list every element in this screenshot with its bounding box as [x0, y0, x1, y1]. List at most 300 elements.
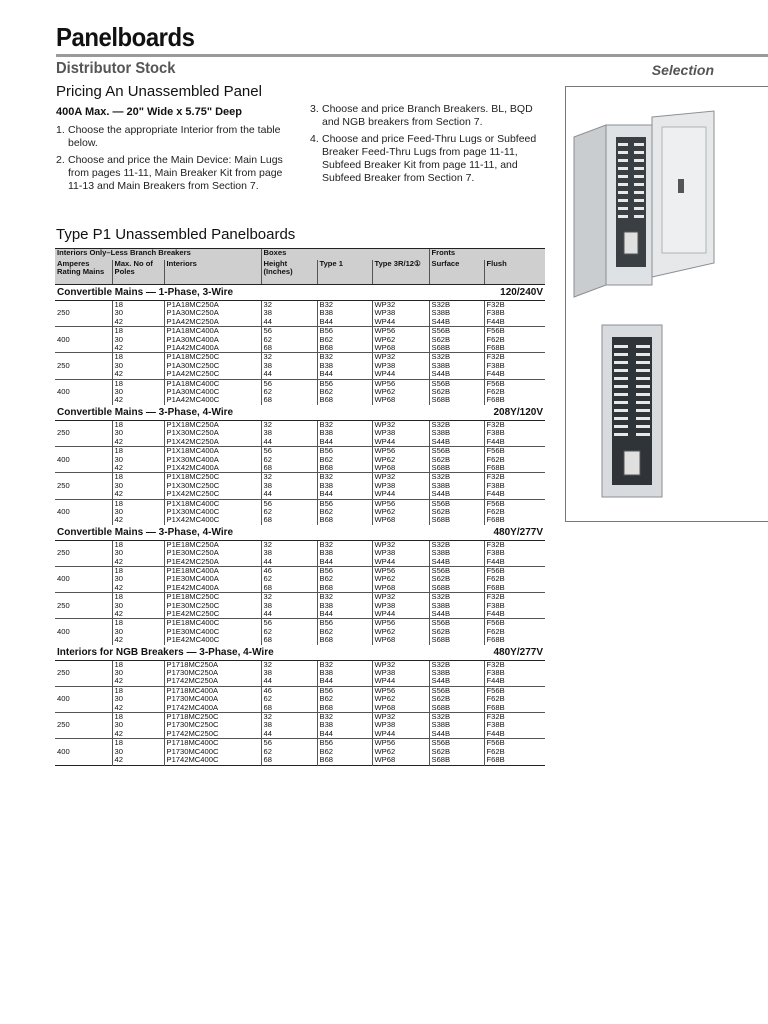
table-section-header [55, 645, 545, 661]
height-cell: 68 [261, 636, 317, 644]
type1-cell: B62 [317, 628, 372, 636]
type1-cell: B56 [317, 447, 372, 456]
section-voltage: 480Y/277V [429, 645, 545, 661]
header-group-boxes: Boxes [261, 249, 429, 261]
type3r-cell: WP44 [372, 677, 429, 686]
height-cell: 68 [261, 516, 317, 524]
height-cell: 44 [261, 610, 317, 619]
interior-cell: P1718MC250C [164, 713, 261, 722]
interior-cell: P1718MC400A [164, 686, 261, 695]
poles-cell: 42 [112, 677, 164, 686]
height-cell: 38 [261, 429, 317, 437]
interior-cell: P1X30MC400C [164, 508, 261, 516]
surface-cell: S38B [429, 602, 484, 610]
poles-cell: 42 [112, 490, 164, 499]
table-row [55, 575, 545, 583]
type3r-cell: WP44 [372, 610, 429, 619]
surface-cell: S68B [429, 704, 484, 713]
flush-cell: F68B [484, 344, 545, 353]
section-voltage: 208Y/120V [429, 405, 545, 421]
type1-cell: B62 [317, 748, 372, 756]
interior-cell: P1X30MC400A [164, 456, 261, 464]
type3r-cell: WP68 [372, 464, 429, 473]
page-title: Panelboards [56, 22, 195, 52]
surface-cell: S56B [429, 327, 484, 336]
table-row [55, 473, 545, 482]
section-title: Convertible Mains — 1-Phase, 3-Wire [55, 285, 429, 301]
interior-cell: P1E18MC400A [164, 566, 261, 575]
type3r-cell: WP62 [372, 336, 429, 344]
interior-cell: P1A18MC250A [164, 301, 261, 310]
type1-cell: B32 [317, 593, 372, 602]
flush-cell: F62B [484, 695, 545, 703]
step-text: Choose the appropriate Interior from the table below. [68, 124, 281, 149]
interior-cell: P1A18MC400A [164, 327, 261, 336]
poles-cell: 42 [112, 396, 164, 404]
poles-cell: 30 [112, 669, 164, 677]
interior-cell: P1E18MC250A [164, 540, 261, 549]
interior-cell: P1E42MC400C [164, 636, 261, 644]
section-voltage: 120/240V [429, 285, 545, 301]
flush-cell: F62B [484, 575, 545, 583]
type1-cell: B68 [317, 704, 372, 713]
flush-cell: F68B [484, 636, 545, 644]
type3r-cell: WP32 [372, 353, 429, 362]
interior-cell: P1742MC400C [164, 756, 261, 765]
type1-cell: B44 [317, 610, 372, 619]
table-row [55, 695, 545, 703]
table-row [55, 318, 545, 327]
surface-cell: S62B [429, 575, 484, 583]
type1-cell: B44 [317, 490, 372, 499]
type3r-cell: WP56 [372, 447, 429, 456]
header-group-fronts: Fronts [429, 249, 545, 261]
interior-cell: P1718MC250A [164, 660, 261, 669]
interior-cell: P1A42MC400C [164, 396, 261, 404]
poles-cell: 42 [112, 756, 164, 765]
type1-cell: B32 [317, 713, 372, 722]
type1-cell: B44 [317, 677, 372, 686]
table-row [55, 669, 545, 677]
flush-cell: F32B [484, 593, 545, 602]
type1-cell: B68 [317, 636, 372, 644]
poles-cell: 18 [112, 566, 164, 575]
flush-cell: F62B [484, 388, 545, 396]
flush-cell: F44B [484, 610, 545, 619]
spec-line: 400A Max. — 20" Wide x 5.75" Deep [56, 106, 243, 118]
amperes-cell: 250 [55, 593, 112, 619]
height-cell: 62 [261, 748, 317, 756]
header-group-interiors: Interiors Only–Less Branch Breakers [55, 249, 261, 261]
height-cell: 56 [261, 379, 317, 388]
surface-cell: S68B [429, 584, 484, 593]
interior-cell: P1E42MC250A [164, 558, 261, 567]
poles-cell: 18 [112, 379, 164, 388]
type1-cell: B38 [317, 602, 372, 610]
type3r-cell: WP38 [372, 721, 429, 729]
table-row [55, 396, 545, 404]
height-cell: 56 [261, 499, 317, 508]
table-row [55, 429, 545, 437]
type3r-cell: WP68 [372, 756, 429, 765]
interior-cell: P1A30MC400C [164, 388, 261, 396]
type1-cell: B56 [317, 327, 372, 336]
poles-cell: 18 [112, 447, 164, 456]
surface-cell: S68B [429, 396, 484, 404]
type3r-cell: WP44 [372, 318, 429, 327]
step-text: Choose and price Branch Breakers. BL, BQD and NGB breakers from Section 7. [322, 103, 533, 128]
flush-cell: F38B [484, 482, 545, 490]
type1-cell: B56 [317, 619, 372, 628]
panelboard-image [566, 87, 768, 521]
column-header-surface: Surface [429, 260, 484, 285]
type3r-cell: WP32 [372, 713, 429, 722]
height-cell: 62 [261, 628, 317, 636]
step-text: Choose and price Feed-Thru Lugs or Subfeed Breaker Feed-Thru Lugs from page 11-11, Subfeed Breaker Kit from page 11-11, and Subfeed Breaker from Section 7. [322, 133, 537, 184]
poles-cell: 18 [112, 327, 164, 336]
amperes-cell: 250 [57, 308, 70, 318]
height-cell: 68 [261, 344, 317, 353]
poles-cell: 18 [112, 713, 164, 722]
step-item [56, 124, 296, 150]
table-row [55, 482, 545, 490]
height-cell: 32 [261, 540, 317, 549]
type1-cell: B62 [317, 695, 372, 703]
surface-cell: S38B [429, 429, 484, 437]
type3r-cell: WP44 [372, 730, 429, 739]
table-row [55, 370, 545, 379]
table-row [55, 499, 545, 508]
amperes-cell: 400 [55, 739, 112, 765]
type3r-cell: WP38 [372, 669, 429, 677]
flush-cell: F44B [484, 558, 545, 567]
surface-cell: S62B [429, 388, 484, 396]
step-item [310, 133, 550, 185]
type1-cell: B38 [317, 362, 372, 370]
height-cell: 32 [261, 473, 317, 482]
type3r-cell: WP56 [372, 739, 429, 748]
type1-cell: B56 [317, 499, 372, 508]
type1-cell: B68 [317, 516, 372, 524]
type3r-cell: WP32 [372, 540, 429, 549]
amperes-cell: 250 [57, 428, 70, 438]
section-tab: Selection [651, 62, 714, 78]
height-cell: 44 [261, 558, 317, 567]
surface-cell: S56B [429, 447, 484, 456]
poles-cell: 42 [112, 558, 164, 567]
type1-cell: B62 [317, 456, 372, 464]
interior-cell: P1X42MC400A [164, 464, 261, 473]
step-number: 1. [56, 124, 65, 136]
table-row [55, 721, 545, 729]
type3r-cell: WP62 [372, 388, 429, 396]
height-cell: 32 [261, 713, 317, 722]
type1-cell: B32 [317, 301, 372, 310]
flush-cell: F38B [484, 602, 545, 610]
type1-cell: B38 [317, 669, 372, 677]
type1-cell: B38 [317, 549, 372, 557]
step-item [56, 154, 296, 193]
type3r-cell: WP38 [372, 602, 429, 610]
poles-cell: 42 [112, 344, 164, 353]
table-row [55, 558, 545, 567]
type3r-cell: WP44 [372, 558, 429, 567]
poles-cell: 42 [112, 730, 164, 739]
flush-cell: F56B [484, 739, 545, 748]
poles-cell: 30 [112, 362, 164, 370]
poles-cell: 30 [112, 429, 164, 437]
surface-cell: S32B [429, 353, 484, 362]
height-cell: 38 [261, 549, 317, 557]
table-header-row [55, 260, 545, 285]
type3r-cell: WP32 [372, 301, 429, 310]
type3r-cell: WP56 [372, 686, 429, 695]
height-cell: 46 [261, 566, 317, 575]
table-row [55, 549, 545, 557]
poles-cell: 18 [112, 593, 164, 602]
interior-cell: P1718MC400C [164, 739, 261, 748]
table-row [55, 628, 545, 636]
type1-cell: B56 [317, 379, 372, 388]
type3r-cell: WP32 [372, 420, 429, 429]
poles-cell: 18 [112, 499, 164, 508]
type1-cell: B32 [317, 473, 372, 482]
flush-cell: F56B [484, 566, 545, 575]
amperes-cell: 400 [55, 499, 112, 525]
interior-cell: P1E30MC400C [164, 628, 261, 636]
interior-cell: P1E30MC250A [164, 549, 261, 557]
type3r-cell: WP68 [372, 516, 429, 524]
column-header-type3r: Type 3R/12① [372, 260, 429, 285]
type1-cell: B68 [317, 756, 372, 765]
section-voltage: 480Y/277V [429, 525, 545, 541]
interior-cell: P1X42MC250A [164, 438, 261, 447]
surface-cell: S38B [429, 482, 484, 490]
poles-cell: 30 [112, 748, 164, 756]
type3r-cell: WP56 [372, 619, 429, 628]
type1-cell: B68 [317, 464, 372, 473]
table-row [55, 490, 545, 499]
interior-cell: P1X18MC250A [164, 420, 261, 429]
section-title: Interiors for NGB Breakers — 3-Phase, 4-Wire [55, 645, 429, 661]
poles-cell: 18 [112, 353, 164, 362]
poles-cell: 30 [112, 602, 164, 610]
type1-cell: B38 [317, 429, 372, 437]
poles-cell: 30 [112, 309, 164, 317]
interior-illustration [602, 325, 662, 497]
height-cell: 56 [261, 447, 317, 456]
interior-cell: P1X18MC400C [164, 499, 261, 508]
flush-cell: F56B [484, 619, 545, 628]
interior-cell: P1X30MC250C [164, 482, 261, 490]
height-cell: 62 [261, 508, 317, 516]
height-cell: 32 [261, 593, 317, 602]
type1-cell: B62 [317, 508, 372, 516]
column-header-type1: Type 1 [317, 260, 372, 285]
column-header-height: Height (Inches) [261, 260, 317, 285]
flush-cell: F44B [484, 438, 545, 447]
flush-cell: F68B [484, 464, 545, 473]
flush-cell: F62B [484, 628, 545, 636]
interior-cell: P1742MC250C [164, 730, 261, 739]
height-cell: 56 [261, 619, 317, 628]
type3r-cell: WP62 [372, 628, 429, 636]
type3r-cell: WP38 [372, 429, 429, 437]
poles-cell: 30 [112, 549, 164, 557]
interior-cell: P1E42MC400A [164, 584, 261, 593]
surface-cell: S68B [429, 464, 484, 473]
type1-cell: B32 [317, 660, 372, 669]
flush-cell: F44B [484, 490, 545, 499]
flush-cell: F62B [484, 336, 545, 344]
height-cell: 56 [261, 739, 317, 748]
surface-cell: S44B [429, 558, 484, 567]
type1-cell: B62 [317, 336, 372, 344]
pricing-heading: Pricing An Unassembled Panel [56, 83, 262, 100]
step-text: Choose and price the Main Device: Main Lugs from pages 11-11, Main Breaker Kit from page 11-13 and Main Breakers from Section 7. [68, 154, 283, 192]
interior-cell: P1E30MC250C [164, 602, 261, 610]
flush-cell: F68B [484, 756, 545, 765]
surface-cell: S32B [429, 593, 484, 602]
poles-cell: 42 [112, 610, 164, 619]
step-number: 2. [56, 154, 65, 166]
type3r-cell: WP38 [372, 549, 429, 557]
interior-cell: P1X42MC400C [164, 516, 261, 524]
flush-cell: F38B [484, 721, 545, 729]
table-row [55, 388, 545, 396]
surface-cell: S62B [429, 628, 484, 636]
type3r-cell: WP44 [372, 370, 429, 379]
poles-cell: 18 [112, 473, 164, 482]
flush-cell: F32B [484, 713, 545, 722]
poles-cell: 18 [112, 686, 164, 695]
height-cell: 44 [261, 318, 317, 327]
surface-cell: S68B [429, 516, 484, 524]
type3r-cell: WP32 [372, 660, 429, 669]
table-body [55, 285, 545, 766]
interior-cell: P1742MC400A [164, 704, 261, 713]
title-rule [56, 54, 768, 57]
surface-cell: S32B [429, 473, 484, 482]
height-cell: 62 [261, 456, 317, 464]
surface-cell: S62B [429, 695, 484, 703]
surface-cell: S56B [429, 379, 484, 388]
type3r-cell: WP38 [372, 482, 429, 490]
flush-cell: F38B [484, 362, 545, 370]
steps-left [56, 124, 296, 197]
table-row [55, 353, 545, 362]
height-cell: 32 [261, 660, 317, 669]
table-row [55, 748, 545, 756]
type1-cell: B68 [317, 344, 372, 353]
poles-cell: 42 [112, 584, 164, 593]
table-row [55, 516, 545, 524]
amperes-cell: 250 [55, 713, 112, 739]
surface-cell: S44B [429, 730, 484, 739]
type3r-cell: WP68 [372, 584, 429, 593]
surface-cell: S32B [429, 420, 484, 429]
poles-cell: 42 [112, 704, 164, 713]
height-cell: 44 [261, 490, 317, 499]
type3r-cell: WP56 [372, 566, 429, 575]
type3r-cell: WP38 [372, 309, 429, 317]
surface-cell: S38B [429, 669, 484, 677]
type3r-cell: WP62 [372, 748, 429, 756]
poles-cell: 30 [112, 482, 164, 490]
table-section-header [55, 405, 545, 421]
poles-cell: 18 [112, 619, 164, 628]
height-cell: 62 [261, 336, 317, 344]
flush-cell: F68B [484, 704, 545, 713]
interior-cell: P1A42MC250C [164, 370, 261, 379]
height-cell: 46 [261, 686, 317, 695]
table-row [55, 739, 545, 748]
type3r-cell: WP44 [372, 490, 429, 499]
type3r-cell: WP56 [372, 499, 429, 508]
poles-cell: 42 [112, 636, 164, 644]
table-row [55, 508, 545, 516]
flush-cell: F32B [484, 301, 545, 310]
table-section-header [55, 525, 545, 541]
surface-cell: S68B [429, 636, 484, 644]
interior-cell: P1742MC250A [164, 677, 261, 686]
table-row [55, 713, 545, 722]
step-number: 3. [310, 103, 319, 115]
poles-cell: 18 [112, 420, 164, 429]
interior-cell: P1E42MC250C [164, 610, 261, 619]
poles-cell: 18 [112, 301, 164, 310]
interior-cell: P1X18MC400A [164, 447, 261, 456]
poles-cell: 18 [112, 540, 164, 549]
type1-cell: B32 [317, 420, 372, 429]
type1-cell: B32 [317, 540, 372, 549]
table-row [55, 686, 545, 695]
flush-cell: F62B [484, 748, 545, 756]
surface-cell: S62B [429, 336, 484, 344]
surface-cell: S38B [429, 362, 484, 370]
poles-cell: 30 [112, 695, 164, 703]
column-header-amperes: Amperes Rating Mains [55, 260, 112, 285]
flush-cell: F68B [484, 516, 545, 524]
flush-cell: F56B [484, 686, 545, 695]
height-cell: 44 [261, 730, 317, 739]
table-row [55, 566, 545, 575]
flush-cell: F68B [484, 584, 545, 593]
height-cell: 68 [261, 396, 317, 404]
type1-cell: B68 [317, 396, 372, 404]
amperes-cell: 250 [57, 548, 70, 558]
type1-cell: B56 [317, 686, 372, 695]
flush-cell: F32B [484, 660, 545, 669]
flush-cell: F32B [484, 420, 545, 429]
type1-cell: B44 [317, 318, 372, 327]
table-row [55, 730, 545, 739]
type1-cell: B44 [317, 438, 372, 447]
flush-cell: F32B [484, 473, 545, 482]
interior-cell: P1730MC250A [164, 669, 261, 677]
table-row [55, 301, 545, 310]
poles-cell: 30 [112, 336, 164, 344]
flush-cell: F38B [484, 549, 545, 557]
surface-cell: S44B [429, 370, 484, 379]
table-row [55, 327, 545, 336]
height-cell: 32 [261, 420, 317, 429]
height-cell: 68 [261, 464, 317, 473]
table-row [55, 704, 545, 713]
height-cell: 62 [261, 695, 317, 703]
type1-cell: B62 [317, 388, 372, 396]
poles-cell: 42 [112, 370, 164, 379]
